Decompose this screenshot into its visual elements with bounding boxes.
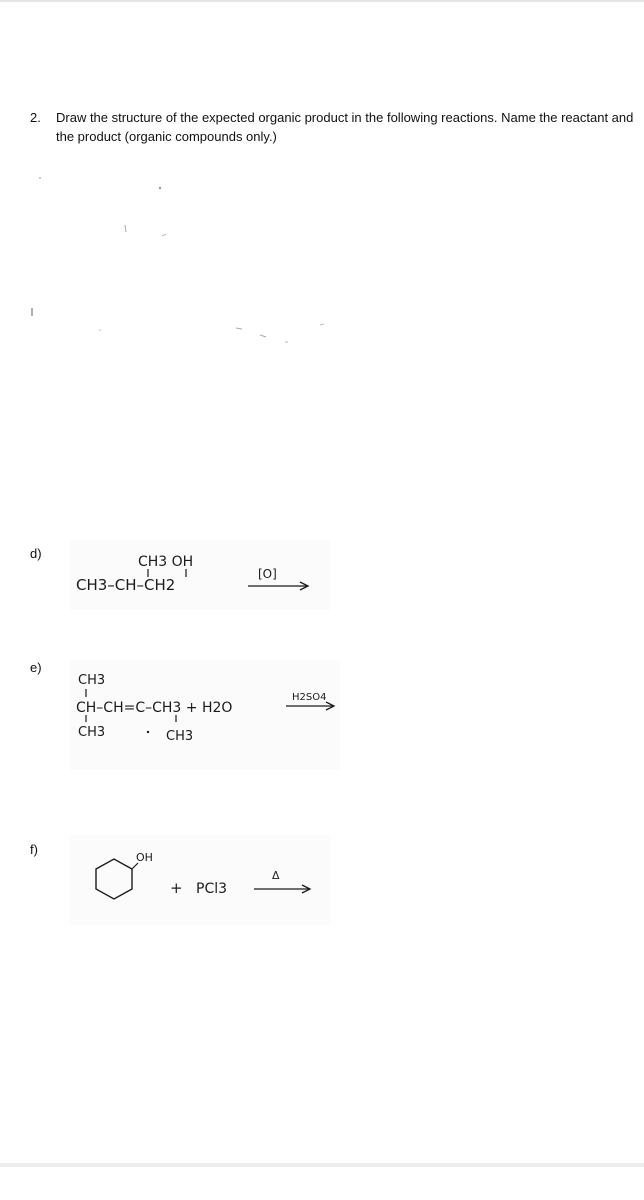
part-e-bottom-right: CH3 bbox=[166, 729, 194, 744]
top-divider bbox=[0, 0, 644, 2]
part-d-reagent: [O] bbox=[258, 567, 277, 581]
part-e-main-chain: CH–CH=C–CH3 + H2O bbox=[76, 700, 233, 716]
bottom-divider bbox=[0, 1163, 644, 1167]
part-f-plus: + bbox=[170, 879, 183, 897]
part-e-reaction bbox=[70, 660, 340, 770]
part-d-main-chain: CH3–CH–CH2 bbox=[76, 576, 176, 594]
part-e-label: e) bbox=[30, 660, 42, 675]
part-f-reagent: Δ bbox=[272, 869, 280, 882]
part-e-dot bbox=[147, 731, 149, 733]
part-d-reaction bbox=[70, 540, 330, 610]
part-f-reaction bbox=[70, 835, 330, 925]
erased-region bbox=[30, 170, 410, 450]
cyclohexane-ring-icon bbox=[96, 859, 132, 899]
question-number: 2. bbox=[30, 110, 41, 125]
part-f-label: f) bbox=[30, 842, 38, 857]
part-f-substituent: OH bbox=[136, 851, 153, 864]
part-d-structure bbox=[70, 540, 330, 610]
part-d-branch-top: CH3 OH bbox=[138, 554, 194, 570]
part-e-bottom-left: CH3 bbox=[78, 725, 106, 740]
part-f-structure bbox=[70, 835, 330, 925]
part-e-reagent: H2SO4 bbox=[292, 692, 327, 703]
question-text: Draw the structure of the expected organic product in the following reactions. Name the reactant and the product (organic compounds only.) bbox=[56, 110, 634, 144]
part-d-label: d) bbox=[30, 546, 42, 561]
part-f-reactant2: PCl3 bbox=[196, 881, 228, 897]
part-e-structure bbox=[70, 660, 340, 770]
part-e-top-group: CH3 bbox=[78, 673, 106, 688]
